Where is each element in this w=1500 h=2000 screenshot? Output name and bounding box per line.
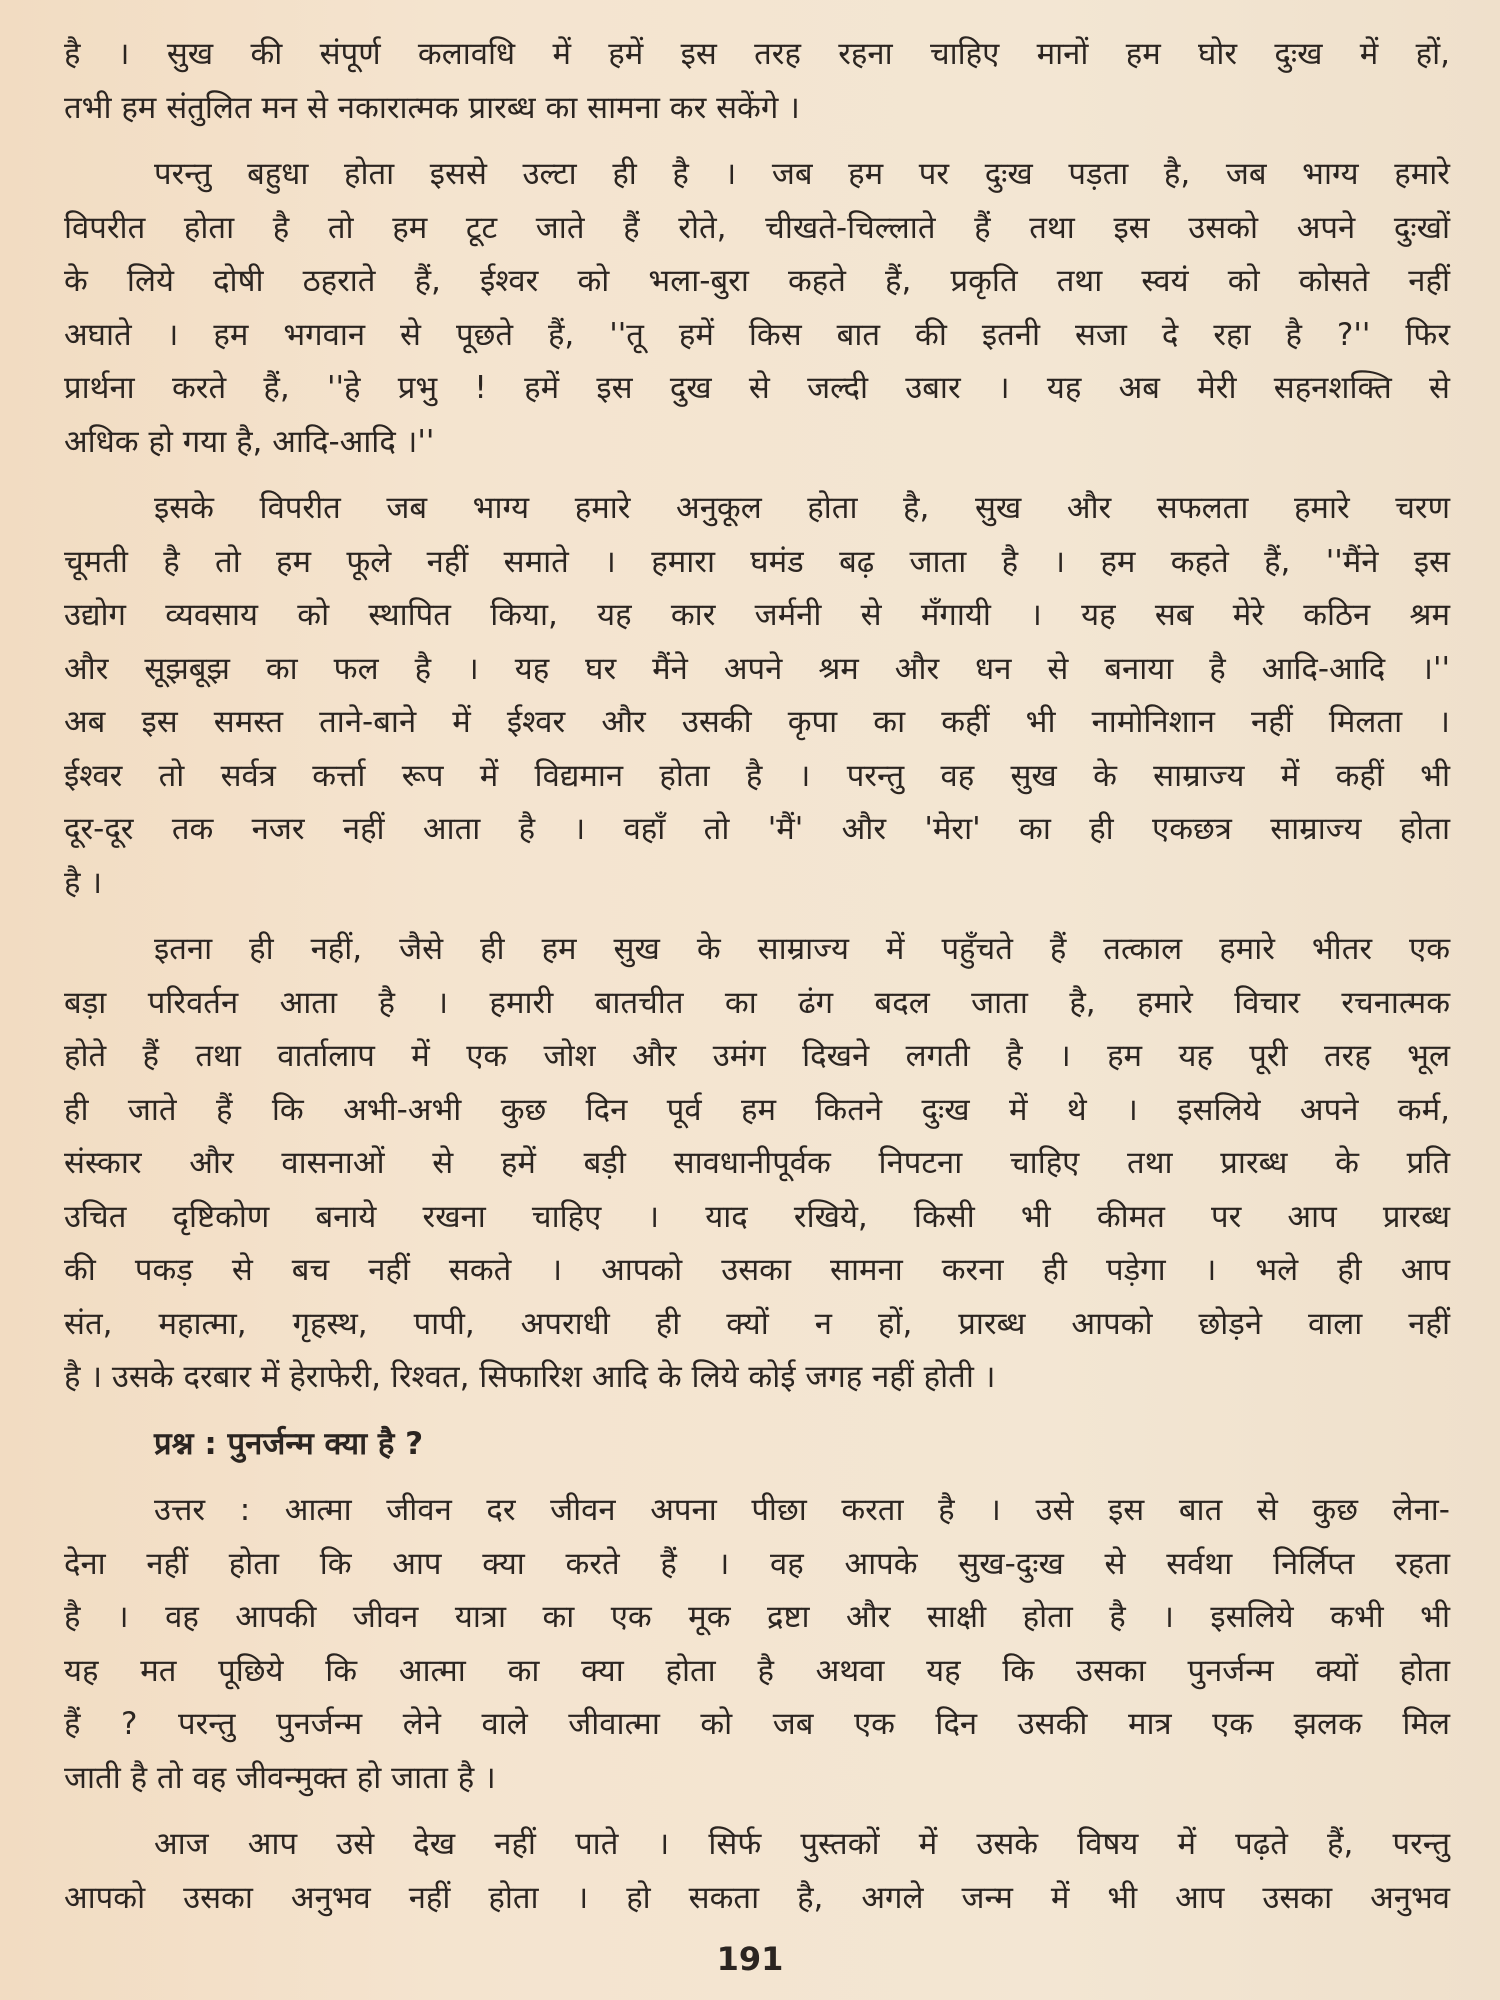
text-line: है । उसके दरबार में हेराफेरी, रिश्वत, सिफारिश आदि के लिये कोई जगह नहीं होती ।: [64, 1359, 996, 1395]
text-line: इतना ही नहीं, जैसे ही हम सुख के साम्राज्य में पहुँचते हैं तत्काल हमारे भीतर एक: [154, 931, 1450, 967]
page-number: 191: [716, 1940, 784, 1978]
text-line: उचित दृष्टिकोण बनाये रखना चाहिए । याद रखिये, किसी भी कीमत पर आप प्रारब्ध: [64, 1198, 1450, 1235]
text-line: होते हैं तथा वार्तालाप में एक जोश और उमंग दिखने लगती है । हम यह पूरी तरह भूल: [64, 1038, 1450, 1074]
text-line: हैं ? परन्तु पुनर्जन्म लेने वाले जीवात्मा को जब एक दिन उसकी मात्र एक झलक मिल: [64, 1706, 1450, 1742]
text-line: संत, महात्मा, गृहस्थ, पापी, अपराधी ही क्यों न हों, प्रारब्ध आपको छोड़ने वाला नहीं: [64, 1305, 1450, 1342]
text-line: इसके विपरीत जब भाग्य हमारे अनुकूल होता है, सुख और सफलता हमारे चरण: [154, 490, 1450, 526]
text-line: विपरीत होता है तो हम टूट जाते हैं रोते, चीखते-चिल्लाते हैं तथा इस उसको अपने दुःखों: [64, 209, 1450, 246]
text-line: ईश्वर तो सर्वत्र कर्त्ता रूप में विद्यमान होता है । परन्तु वह सुख के साम्राज्य में कहीं भी: [64, 757, 1450, 794]
text-line: प्रार्थना करते हैं, ''हे प्रभु ! हमें इस दुख से जल्दी उबार । यह अब मेरी सहनशक्ति से: [64, 370, 1450, 406]
text-line: आज आप उसे देख नहीं पाते । सिर्फ पुस्तकों में उसके विषय में पढ़ते हैं, परन्तु: [154, 1826, 1450, 1862]
paragraph: [64, 1484, 1450, 1805]
text-line: अघाते । हम भगवान से पूछते हैं, ''तू हमें किस बात की इतनी सजा दे रहा है ?'' फिर: [64, 316, 1450, 353]
text-line: है । सुख की संपूर्ण कलावधि में हमें इस तरह रहना चाहिए मानों हम घोर दुःख में हों,: [64, 36, 1450, 72]
text-line: प्रश्न : पुनर्जन्म क्या है ?: [154, 1425, 424, 1462]
text-line: चूमती है तो हम फूले नहीं समाते । हमारा घमंड बढ़ जाता है । हम कहते हैं, ''मैंने इस: [64, 543, 1450, 580]
text-line: उत्तर : आत्मा जीवन दर जीवन अपना पीछा करता है । उसे इस बात से कुछ लेना-: [154, 1492, 1450, 1528]
text-line: की पकड़ से बच नहीं सकते । आपको उसका सामना करना ही पड़ेगा । भले ही आप: [64, 1252, 1450, 1288]
text-line: और सूझबूझ का फल है । यह घर मैंने अपने श्रम और धन से बनाया है आदि-आदि ।'': [64, 650, 1450, 687]
text-line: दूर-दूर तक नजर नहीं आता है । वहाँ तो 'मैं' और 'मेरा' का ही एकछत्र साम्राज्य होता: [64, 811, 1450, 847]
text-line: अधिक हो गया है, आदि-आदि ।'': [64, 423, 435, 460]
text-line: आपको उसका अनुभव नहीं होता । हो सकता है, अगले जन्म में भी आप उसका अनुभव: [64, 1879, 1450, 1916]
text-line: बड़ा परिवर्तन आता है । हमारी बातचीत का ढंग बदल जाता है, हमारे विचार रचनात्मक: [64, 984, 1450, 1021]
text-line: के लिये दोषी ठहराते हैं, ईश्वर को भला-बुरा कहते हैं, प्रकृति तथा स्वयं को कोसते नहीं: [64, 263, 1450, 299]
text-line: देना नहीं होता कि आप क्या करते हैं । वह आपके सुख-दुःख से सर्वथा निर्लिप्त रहता: [64, 1545, 1450, 1582]
paragraph: [64, 923, 1450, 1405]
page-body: [64, 28, 1450, 1925]
paragraph: [64, 28, 1450, 135]
section-heading: [64, 1418, 1450, 1472]
text-line: उद्योग व्यवसाय को स्थापित किया, यह कार जर्मनी से मँगायी । यह सब मेरे कठिन श्रम: [64, 597, 1450, 633]
text-line: संस्कार और वासनाओं से हमें बड़ी सावधानीपूर्वक निपटना चाहिए तथा प्रारब्ध के प्रति: [64, 1145, 1450, 1181]
text-line: अब इस समस्त ताने-बाने में ईश्वर और उसकी कृपा का कहीं भी नामोनिशान नहीं मिलता ।: [64, 704, 1450, 740]
text-line: है ।: [64, 864, 103, 901]
text-line: जाती है तो वह जीवन्मुक्त हो जाता है ।: [64, 1759, 496, 1796]
paragraph: [64, 1818, 1450, 1925]
text-line: यह मत पूछिये कि आत्मा का क्या होता है अथवा यह कि उसका पुनर्जन्म क्यों होता: [64, 1652, 1450, 1689]
text-line: है । वह आपकी जीवन यात्रा का एक मूक द्रष्टा और साक्षी होता है । इसलिये कभी भी: [64, 1599, 1450, 1635]
paragraph: [64, 148, 1450, 469]
text-line: परन्तु बहुधा होता इससे उल्टा ही है । जब हम पर दुःख पड़ता है, जब भाग्य हमारे: [154, 156, 1450, 192]
paragraph: [64, 482, 1450, 910]
text-line: तभी हम संतुलित मन से नकारात्मक प्रारब्ध का सामना कर सकेंगे ।: [64, 89, 800, 126]
text-line: ही जाते हैं कि अभी-अभी कुछ दिन पूर्व हम कितने दुःख में थे । इसलिये अपने कर्म,: [64, 1091, 1450, 1128]
